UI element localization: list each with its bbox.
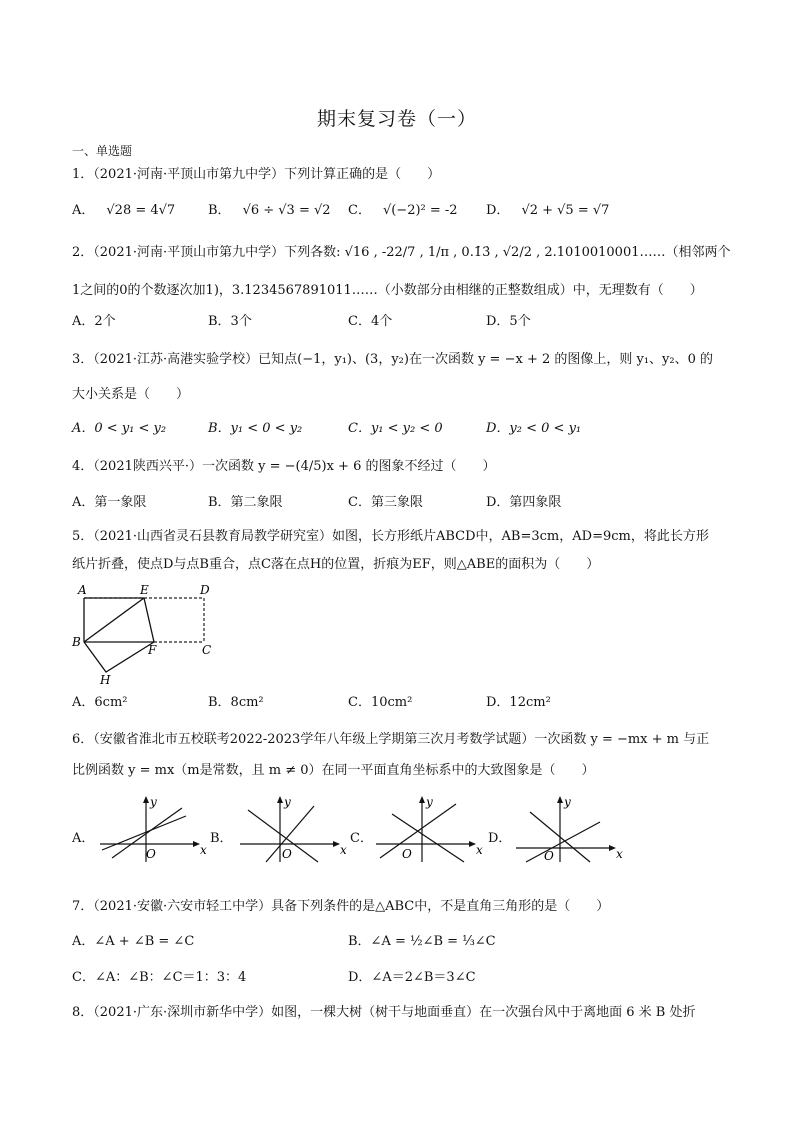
q5-label-h: H (100, 673, 111, 686)
q7-option-a[interactable]: A．∠A + ∠B = ∠C (72, 934, 195, 949)
q1-stem: 1．（2021·河南·平顶山市第九中学）下列计算正确的是（ ） (72, 167, 441, 182)
q5-label-f: F (148, 643, 157, 657)
q3-option-b[interactable]: B．y₁ < 0 < y₂ (208, 421, 303, 436)
q5-option-b[interactable]: B．8cm² (208, 695, 264, 710)
q7-option-c[interactable]: C．∠A：∠B：∠C＝1：3：4 (72, 970, 247, 985)
q5-option-c[interactable]: C．10cm² (348, 695, 413, 710)
q1-option-a[interactable]: A． √28 = 4√7 (72, 203, 176, 218)
q2-options (72, 311, 732, 333)
q1-option-d[interactable]: D． √2 + √5 = √7 (486, 203, 610, 218)
q4-stem: 4．（2021陕西兴平·）一次函数 y = −(4/5)x + 6 的图象不经过（ ） (72, 459, 496, 474)
q5-label-d: D (200, 583, 210, 597)
q4-option-c[interactable]: C．第三象限 (348, 495, 423, 510)
q4-options (72, 492, 732, 514)
svg-text:y: y (426, 795, 433, 809)
q6-graph-d (512, 792, 624, 864)
q7-option-d[interactable]: D．∠A＝2∠B＝3∠C (348, 970, 476, 985)
q5-label-c: C (202, 643, 212, 657)
q6-graph-c (372, 792, 484, 864)
svg-text:O: O (282, 847, 292, 861)
svg-text:x: x (616, 847, 623, 861)
svg-text:y: y (564, 795, 571, 809)
q3-option-a[interactable]: A．0 < y₁ < y₂ (72, 421, 167, 436)
q7-option-b[interactable]: B．∠A = ½∠B = ⅓∠C (348, 934, 496, 949)
q3-option-d[interactable]: D．y₂ < 0 < y₁ (486, 421, 582, 436)
q4-option-a[interactable]: A．第一象限 (72, 495, 147, 510)
q5-stem-line1: 5．（2021·山西省灵石县教育局教学研究室）如图，长方形纸片ABCD中，AB=3cm，AD=9cm，将此长方形 (72, 529, 709, 544)
q5-fold-figure (70, 582, 220, 686)
q4-option-d[interactable]: D．第四象限 (486, 495, 562, 510)
q2-stem-line2: 1之间的0的个数逐次加1)，3.1234567891011……（小数部分由相继的正整数组成）中，无理数有（ ） (72, 283, 703, 298)
q5-label-a: A (78, 583, 87, 597)
q2-option-d[interactable]: D．5个 (486, 314, 531, 329)
q1-options (72, 200, 732, 222)
q5-option-a[interactable]: A．6cm² (72, 695, 128, 710)
q7-stem: 7．（2021·安徽·六安市轻工中学）具备下列条件的是△ABC中，不是直角三角形的是（ ） (72, 899, 610, 914)
q2-option-a[interactable]: A．2个 (72, 314, 116, 329)
q5-stem-line2: 纸片折叠，使点D与点B重合，点C落在点H的位置，折痕为EF，则△ABE的面积为（ ） (72, 557, 600, 572)
q2-option-c[interactable]: C．4个 (348, 314, 393, 329)
q6-option-b[interactable]: B． (210, 831, 233, 846)
q2-stem-line1: 2．（2021·河南·平顶山市第九中学）下列各数: √16 , -22/7 , 1/π , 0.1̇3̇ , √2/2 , 2.1010010001……（相邻两个 (72, 245, 731, 260)
q6-option-a[interactable]: A． (72, 831, 95, 846)
svg-text:x: x (340, 843, 347, 857)
q3-option-c[interactable]: C．y₁ < y₂ < 0 (348, 421, 443, 436)
q3-options (72, 418, 732, 440)
svg-text:O: O (146, 847, 156, 861)
q6-graph-b (236, 792, 348, 864)
svg-text:y: y (150, 795, 157, 809)
section-heading: 一、单选题 (72, 144, 133, 158)
svg-text:O: O (402, 847, 412, 861)
q1-option-b[interactable]: B． √6 ÷ √3 = √2 (208, 203, 331, 218)
q4-option-b[interactable]: B．第二象限 (208, 495, 283, 510)
q1-option-c[interactable]: C． √(−2)² = -2 (348, 203, 458, 218)
q3-stem-line2: 大小关系是（ ） (72, 387, 190, 402)
q7-options-row1 (72, 931, 732, 953)
svg-text:x: x (200, 843, 207, 857)
q6-graph-a (96, 792, 208, 864)
q6-option-d[interactable]: D． (488, 831, 512, 846)
page-title: 期末复习卷（一） (316, 108, 477, 130)
q5-option-d[interactable]: D．12cm² (486, 695, 551, 710)
q6-option-c[interactable]: C． (350, 831, 373, 846)
q5-label-e: E (140, 583, 149, 597)
svg-text:x: x (476, 843, 483, 857)
q8-stem: 8．（2021·广东·深圳市新华中学）如图，一棵大树（树干与地面垂直）在一次强台风中于离地面 6 米 B 处折 (72, 1005, 696, 1020)
q3-stem-line1: 3．（2021·江苏·高港实验学校）已知点(−1，y₁)、(3，y₂)在一次函数 y = −x + 2 的图像上，则 y₁、y₂、0 的 (72, 352, 714, 367)
q6-stem-line2: 比例函数 y = mx（m是常数，且 m ≠ 0）在同一平面直角坐标系中的大致图象是（ ） (72, 763, 595, 778)
svg-text:O: O (544, 849, 554, 863)
q5-options (72, 692, 732, 714)
q6-stem-line1: 6．（安徽省淮北市五校联考2022-2023学年八年级上学期第三次月考数学试题）一次函数 y = −mx + m 与正 (72, 732, 710, 747)
svg-text:y: y (284, 795, 291, 809)
q5-label-b: B (72, 635, 81, 649)
q7-options-row2 (72, 967, 732, 989)
q2-option-b[interactable]: B．3个 (208, 314, 252, 329)
